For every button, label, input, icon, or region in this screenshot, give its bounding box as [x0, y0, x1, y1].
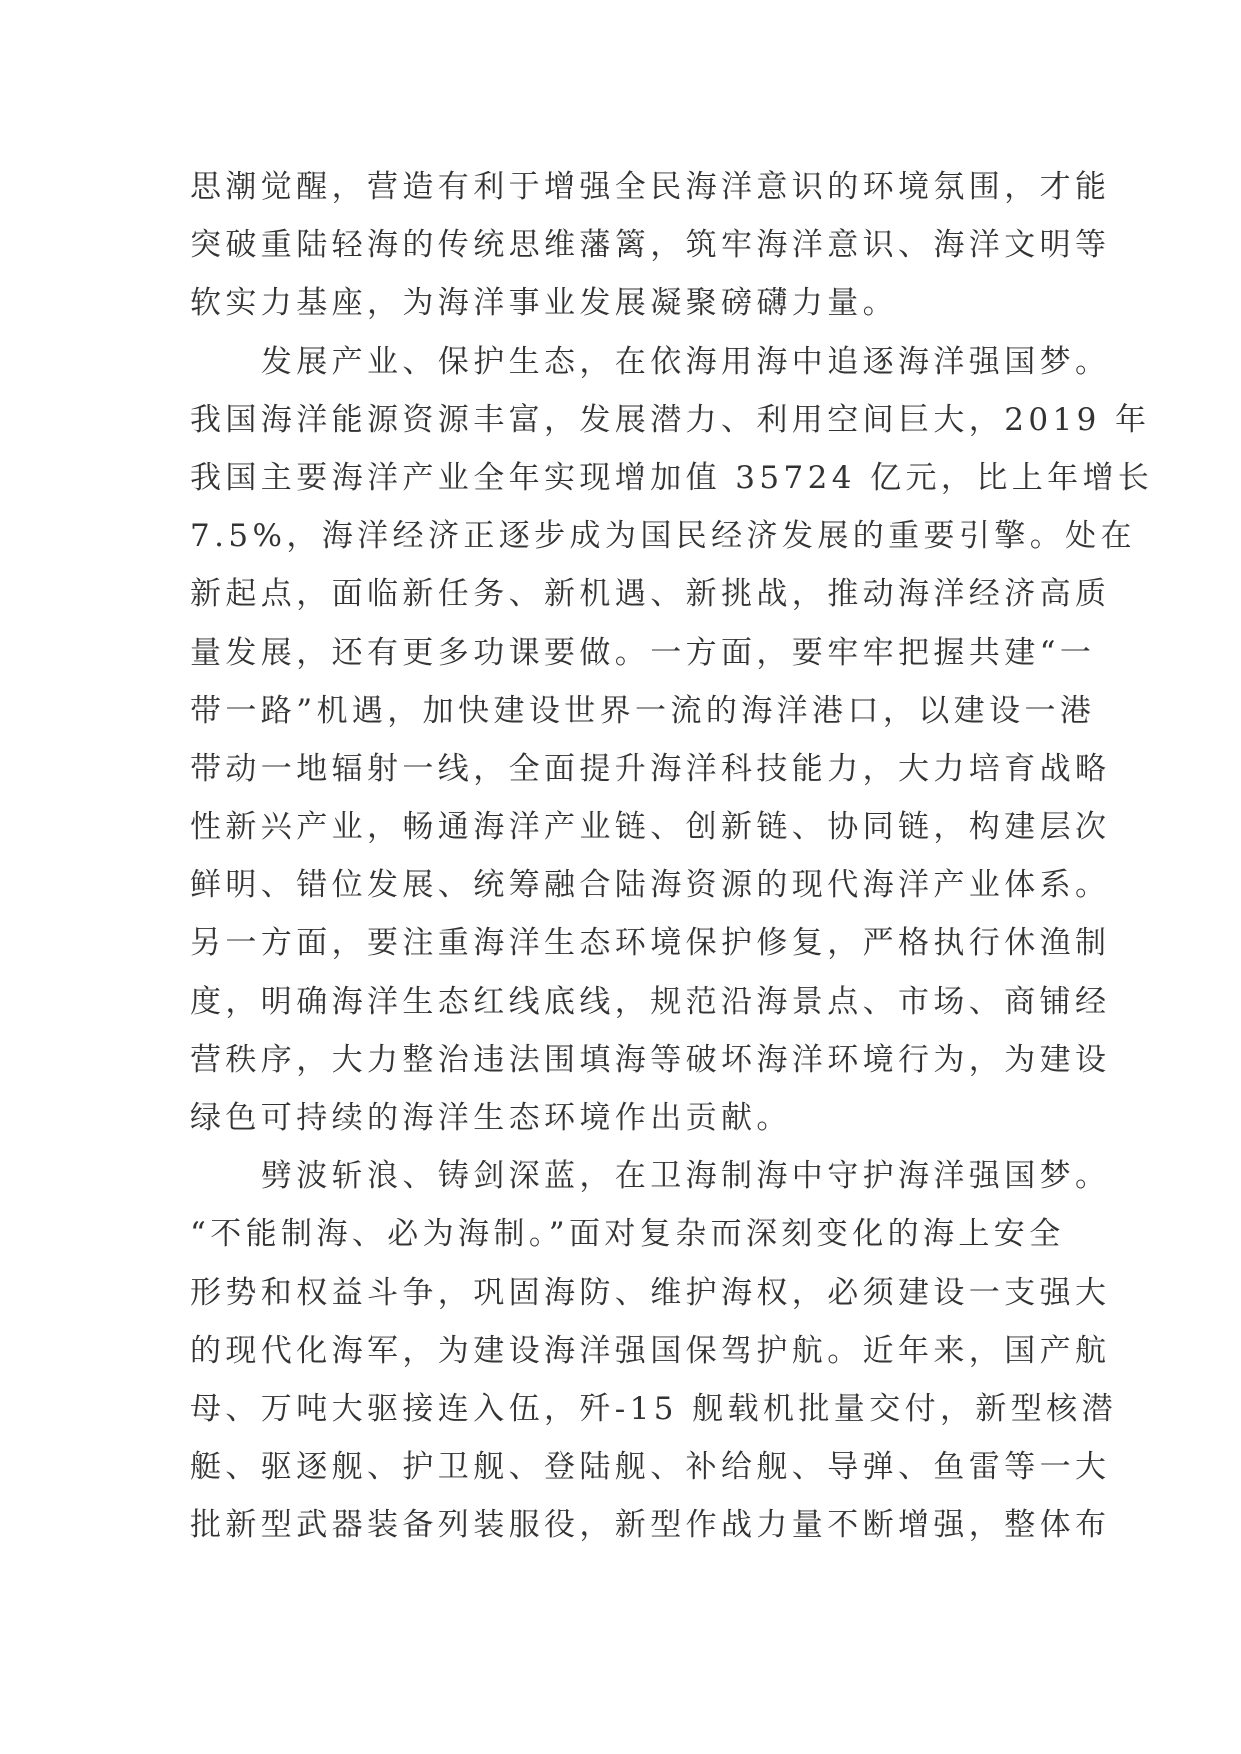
- text-line: 思潮觉醒，营造有利于增强全民海洋意识的环境氛围，才能: [190, 169, 1111, 205]
- text-line: 带一路”机遇，加快建设世界一流的海洋港口，以建设一港: [190, 692, 1096, 729]
- text-line: “不能制海、必为海制。”面对复杂而深刻变化的海上安全: [190, 1216, 1065, 1253]
- text-line: 绿色可持续的海洋生态环境作出贡献。: [190, 1100, 792, 1136]
- text-line: 艇、驱逐舰、护卫舰、登陆舰、补给舰、导弹、鱼雷等一大: [190, 1449, 1111, 1486]
- text-line: 劈波斩浪、铸剑深蓝，在卫海制海中守护海洋强国梦。: [190, 1158, 1111, 1195]
- text-line: 带动一地辐射一线，全面提升海洋科技能力，大力培育战略: [190, 750, 1111, 787]
- text-line: 量发展，还有更多功课要做。一方面，要牢牢把握共建“一: [190, 634, 1096, 671]
- text-line: 形势和权益斗争，巩固海防、维护海权，必须建设一支强大: [190, 1274, 1111, 1311]
- text-line: 母、万吨大驱接连入伍，歼-15 舰载机批量交付，新型核潜: [190, 1390, 1117, 1427]
- text-line: 的现代化海军，为建设海洋强国保驾护航。近年来，国产航: [190, 1332, 1111, 1369]
- text-line: 鲜明、错位发展、统筹融合陆海资源的现代海洋产业体系。: [190, 867, 1111, 904]
- text-line: 我国主要海洋产业全年实现增加值 35724 亿元，比上年增长: [190, 459, 1154, 496]
- text-line: 发展产业、保护生态，在依海用海中追逐海洋强国梦。: [190, 343, 1111, 380]
- text-line: 性新兴产业，畅通海洋产业链、创新链、协同链，构建层次: [190, 809, 1111, 846]
- text-line: 新起点，面临新任务、新机遇、新挑战，推动海洋经济高质: [190, 576, 1111, 613]
- text-line: 7.5%，海洋经济正逐步成为国民经济发展的重要引擎。处在: [190, 518, 1136, 555]
- text-line: 度，明确海洋生态红线底线，规范沿海景点、市场、商铺经: [190, 983, 1111, 1020]
- body-text: [190, 158, 1154, 1555]
- text-line: 批新型武器装备列装服役，新型作战力量不断增强，整体布: [190, 1507, 1111, 1544]
- text-line: 我国海洋能源资源丰富，发展潜力、利用空间巨大，2019 年: [190, 401, 1151, 438]
- text-line: 另一方面，要注重海洋生态环境保护修复，严格执行休渔制: [190, 925, 1111, 962]
- text-line: 软实力基座，为海洋事业发展凝聚磅礴力量。: [190, 285, 898, 322]
- text-line: 营秩序，大力整治违法围填海等破坏海洋环境行为，为建设: [190, 1041, 1111, 1078]
- text-line: 突破重陆轻海的传统思维藩篱，筑牢海洋意识、海洋文明等: [190, 227, 1111, 264]
